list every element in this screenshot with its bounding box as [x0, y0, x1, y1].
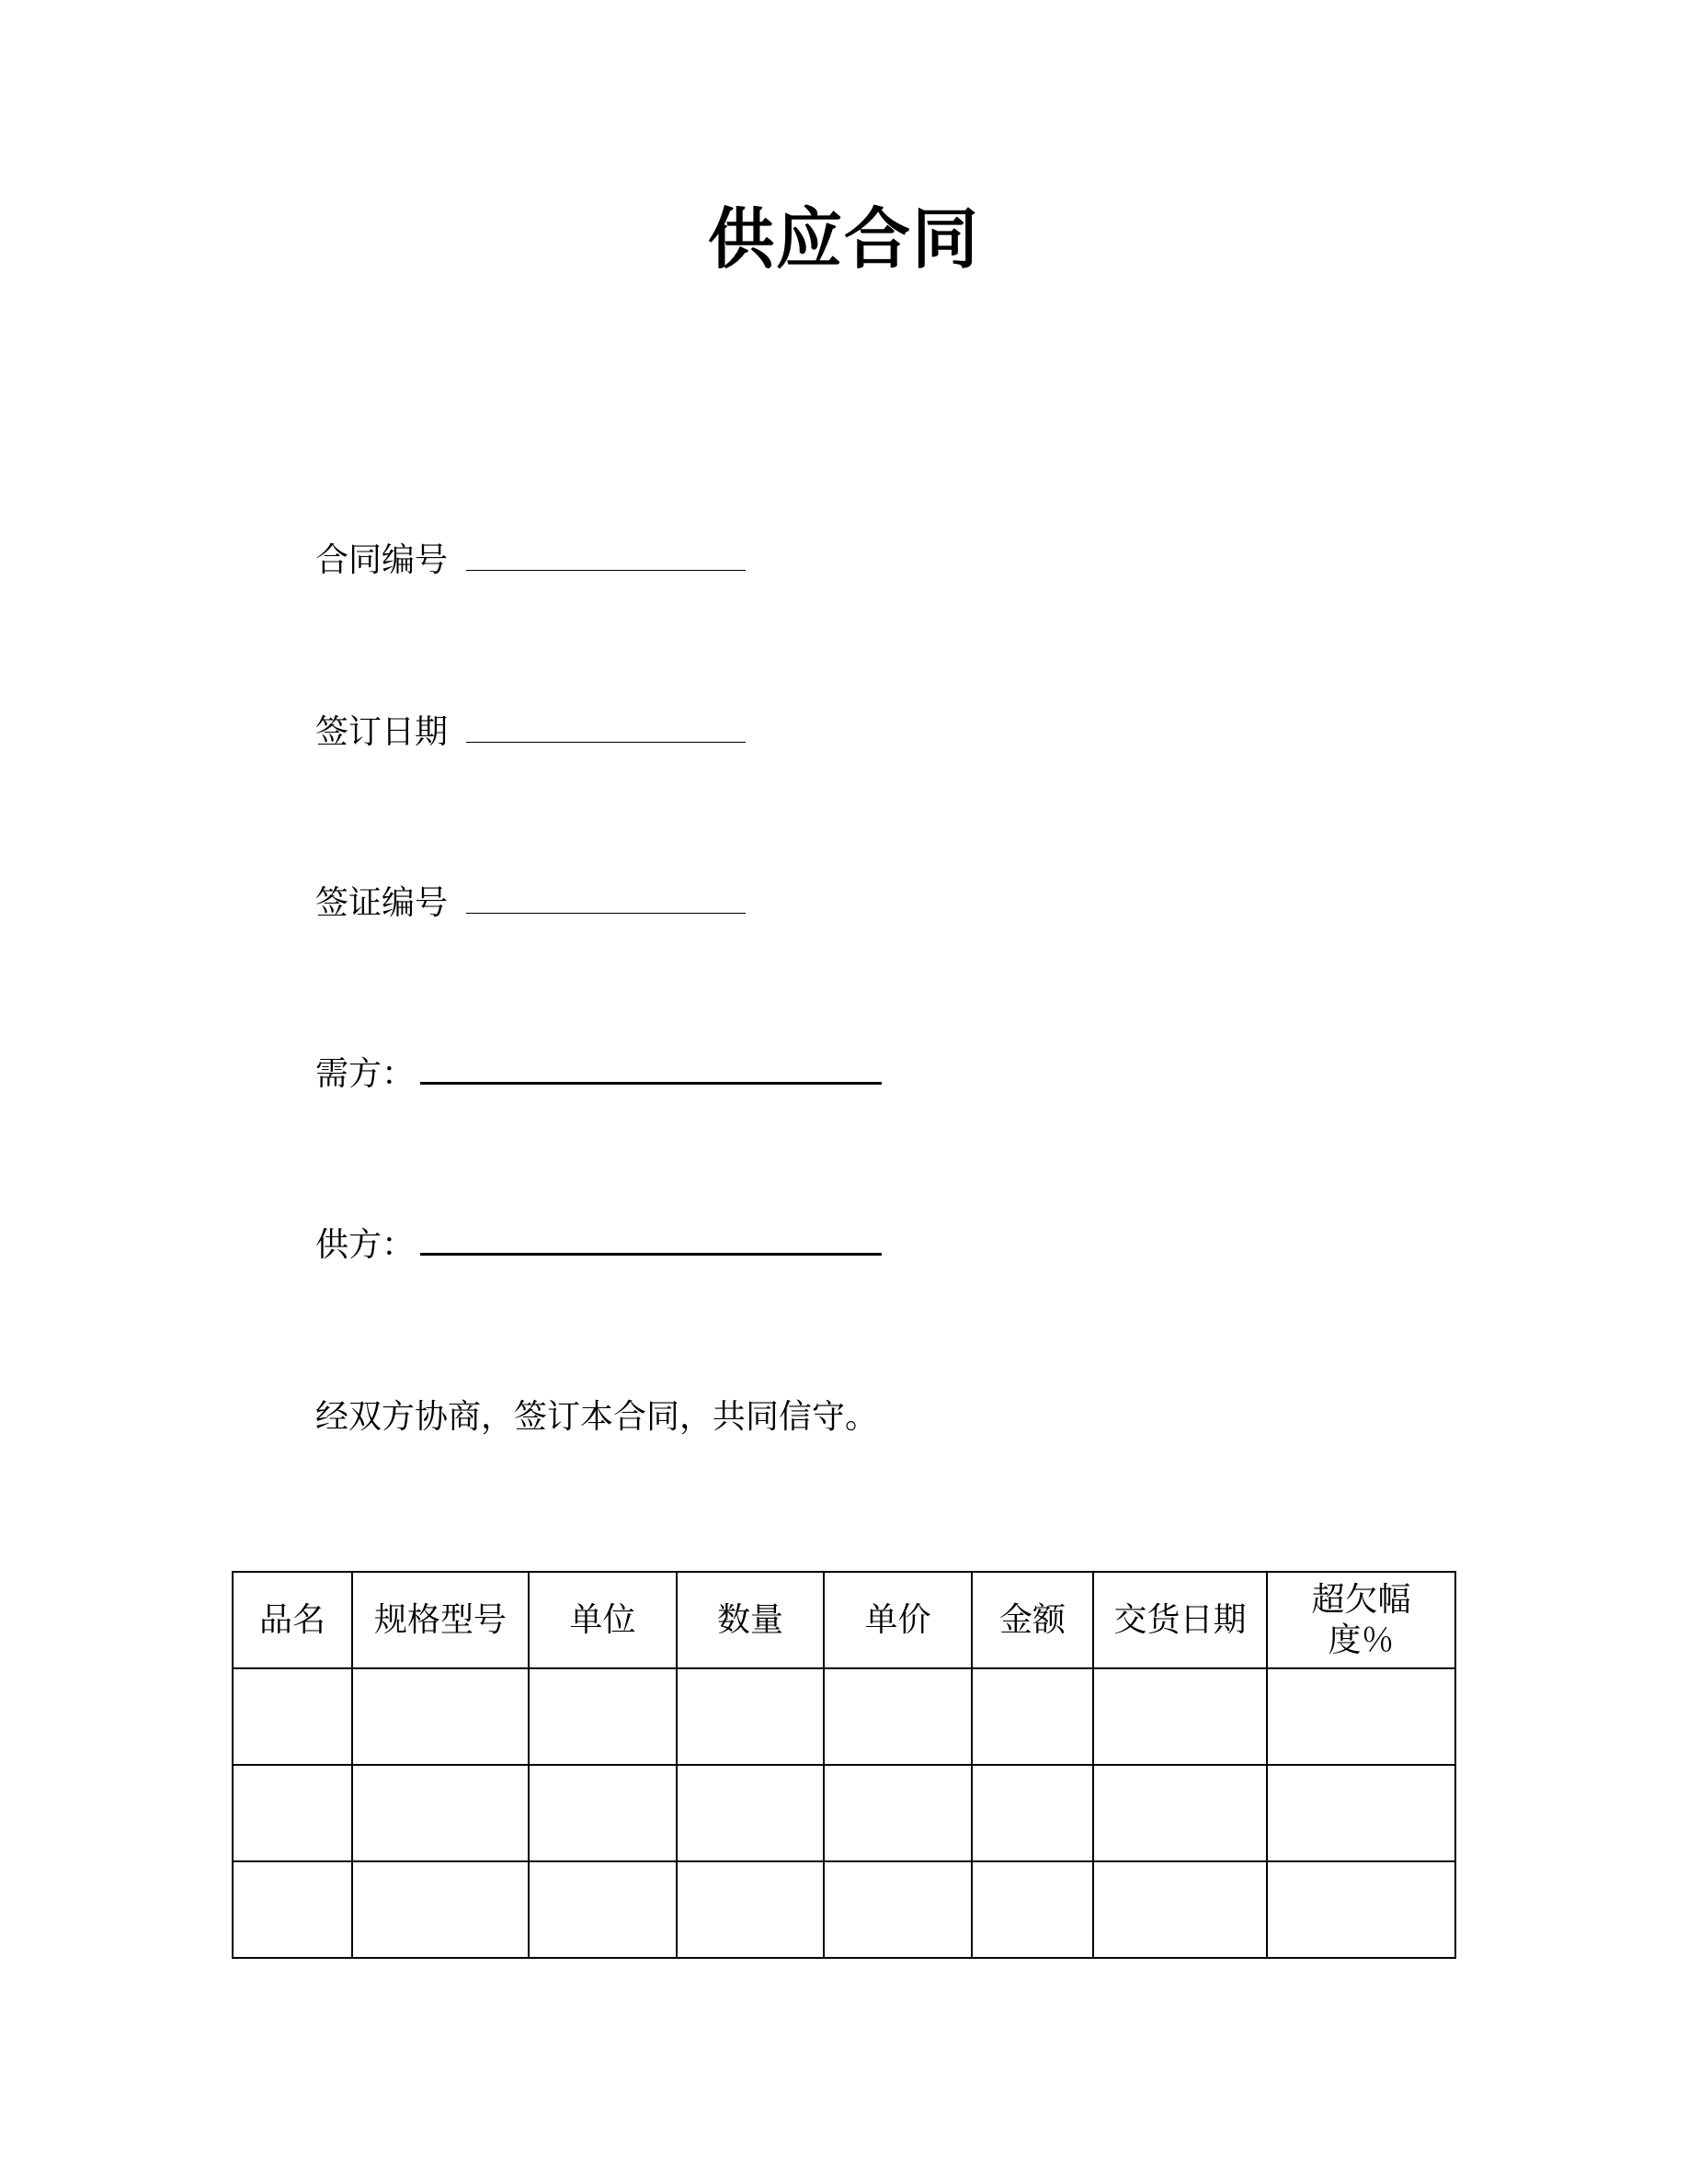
header-tolerance-text: 超欠幅度％: [1311, 1580, 1411, 1659]
table-row: [233, 1765, 1455, 1861]
table-cell[interactable]: [677, 1765, 824, 1861]
supplier-label: 供方：: [315, 1226, 416, 1264]
visa-number-label: 签证编号: [315, 884, 449, 922]
header-unit-price: 单价: [824, 1572, 972, 1668]
table-cell[interactable]: [1093, 1668, 1267, 1765]
signing-date-label: 签订日期: [315, 713, 449, 751]
table-cell[interactable]: [972, 1861, 1093, 1958]
table-row: [233, 1861, 1455, 1958]
header-quantity: 数量: [677, 1572, 824, 1668]
supplier-field: [315, 1223, 882, 1268]
contract-number-field: [315, 538, 746, 584]
table-header-row: [233, 1572, 1455, 1668]
table-cell[interactable]: [352, 1668, 529, 1765]
header-specification: 规格型号: [352, 1572, 529, 1668]
table-cell[interactable]: [824, 1668, 972, 1765]
table-cell[interactable]: [972, 1765, 1093, 1861]
signing-date-field: [315, 710, 746, 756]
visa-number-field: [315, 881, 746, 927]
table-cell[interactable]: [1093, 1861, 1267, 1958]
visa-number-blank[interactable]: [466, 912, 746, 914]
table-cell[interactable]: [1267, 1668, 1455, 1765]
table-cell[interactable]: [824, 1861, 972, 1958]
table-cell[interactable]: [1267, 1861, 1455, 1958]
header-unit: 单位: [529, 1572, 677, 1668]
page-title: 供应合同: [707, 200, 980, 278]
header-amount: 金额: [972, 1572, 1093, 1668]
table-cell[interactable]: [233, 1668, 352, 1765]
table-cell[interactable]: [529, 1668, 677, 1765]
buyer-label: 需方：: [315, 1055, 416, 1093]
header-product-name: 品名: [233, 1572, 352, 1668]
contract-number-label: 合同编号: [315, 541, 449, 579]
supplier-blank[interactable]: [420, 1252, 882, 1256]
contract-number-blank[interactable]: [466, 569, 746, 571]
buyer-field: [315, 1052, 882, 1098]
table-cell[interactable]: [529, 1861, 677, 1958]
table-cell[interactable]: [352, 1765, 529, 1861]
table-cell[interactable]: [824, 1765, 972, 1861]
buyer-blank[interactable]: [420, 1081, 882, 1085]
table-cell[interactable]: [677, 1861, 824, 1958]
header-delivery-date: 交货日期: [1093, 1572, 1267, 1668]
table-cell[interactable]: [352, 1861, 529, 1958]
table-cell[interactable]: [233, 1861, 352, 1958]
agreement-text: 经双方协商，签订本合同，共同信守。: [315, 1398, 879, 1436]
table-cell[interactable]: [677, 1668, 824, 1765]
header-tolerance: [1267, 1572, 1455, 1668]
table-cell[interactable]: [233, 1765, 352, 1861]
table-cell[interactable]: [1093, 1765, 1267, 1861]
table-cell[interactable]: [529, 1765, 677, 1861]
table-cell[interactable]: [972, 1668, 1093, 1765]
signing-date-blank[interactable]: [466, 741, 746, 743]
table-cell[interactable]: [1267, 1765, 1455, 1861]
table-row: [233, 1668, 1455, 1765]
goods-table: [232, 1571, 1456, 1959]
